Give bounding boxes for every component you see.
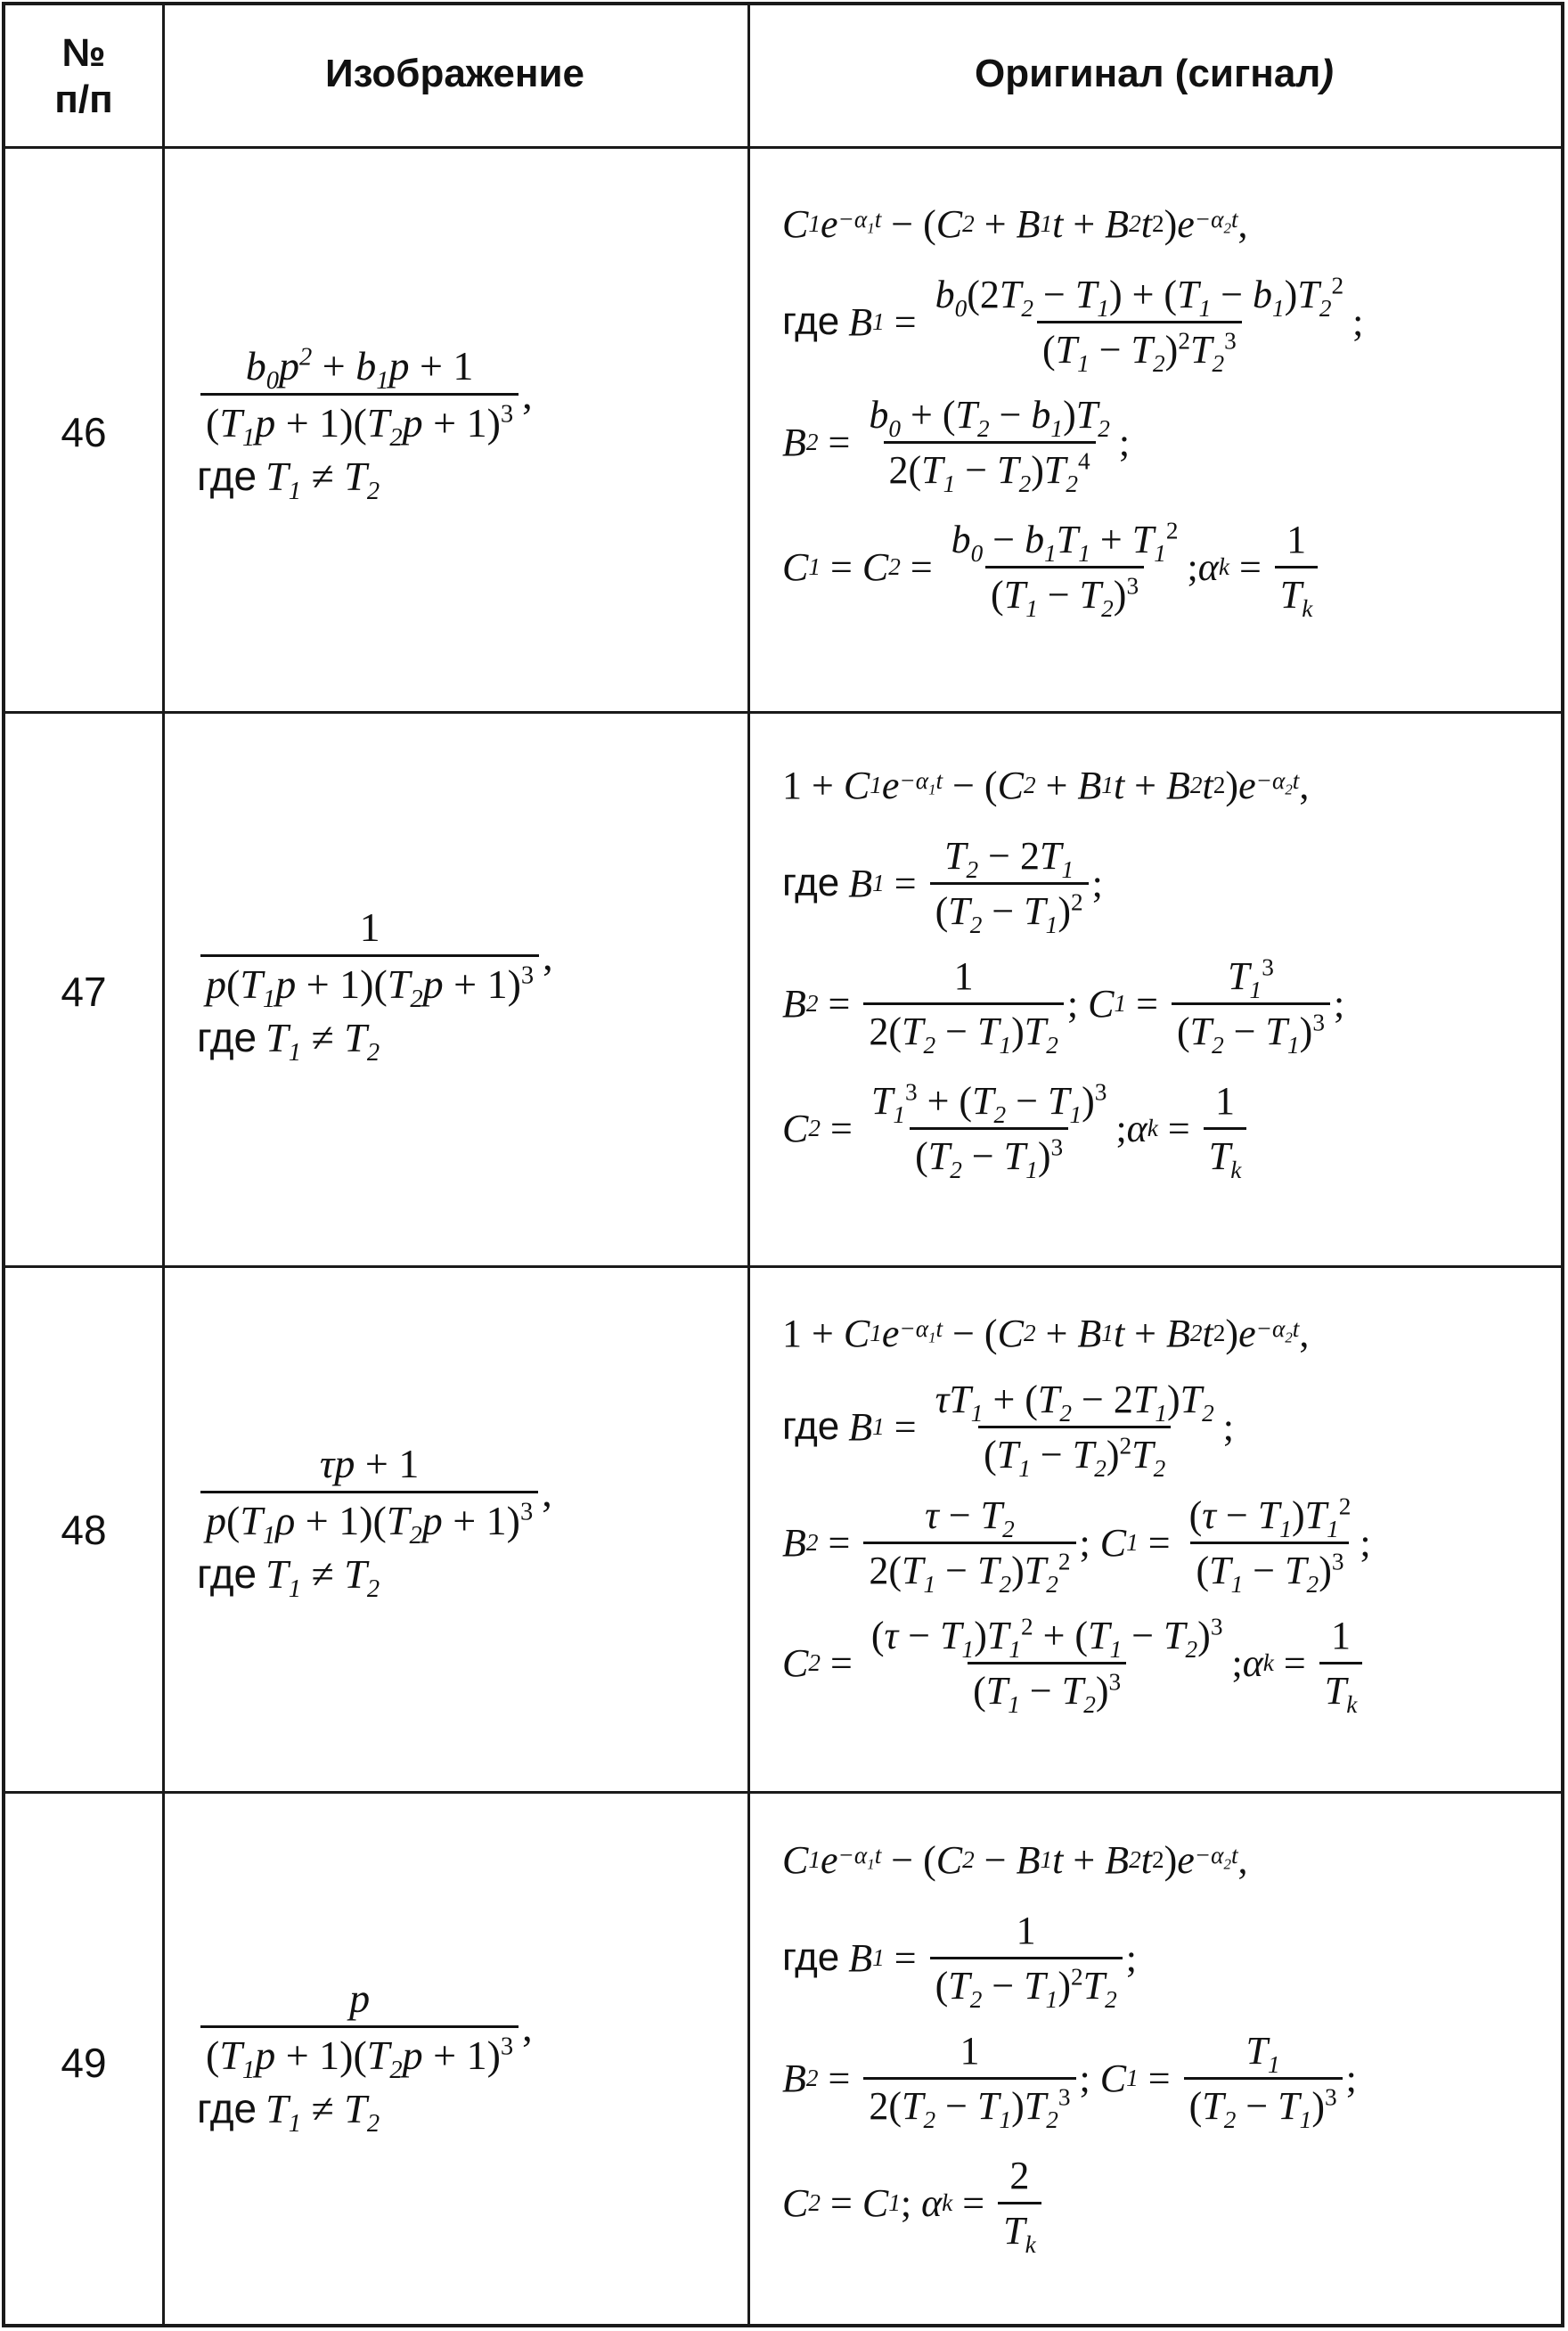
column-divider-2 [747, 5, 750, 2324]
row-divider-47 [5, 1265, 1561, 1268]
row-48-original: 1 + C 1 e $-\alpha_1t$ − ( C 2 + B 1 t + B 2 t 2 ) e $-\alpha_2t$ , где B 1 = $\frac{\tau T_1 + (T_2 - 2T_1)T_2}{(T_1 - T_2)^2T_2}$ ; B 2 = $\frac{\tau - T_2}{2(T_1 - T_2)T_2^2}$ ; C 1 = $\frac{(\tau - T_1)T_1^2}{(T_1 - T_2)^3}$ ; C 2 = $\frac{(\tau - T_1)T_1^2 + (T_1 - T_2)^3}{(T_1 - T_2)^3}$ ; α k = $\frac{1}{T_k}$ [782, 1311, 1371, 1718]
row-47-number: 47 [61, 969, 107, 1015]
row-47-original: 1 + C 1 e $-\alpha_1t$ − ( C 2 + B 1 t + B 2 t 2 ) e $-\alpha_2t$ , где B 1 = $\frac{T_2 - 2T_1}{(T_2 - T_1)^2}$ ; B 2 = $\frac{1}{2(T_2 - T_1)T_2}$ ; C 1 = $\frac{T_1^3}{(T_2 - T_1)^3}$ ; C 2 = $\frac{T_1^3 + (T_2 - T_1)^3}{(T_2 - T_1)^3}$ ; α k = $\frac{1}{T_k}$ [782, 763, 1345, 1183]
row-47-image: $\frac{1}{p(T_1p + 1)(T_2p + 1)^3}$ , где $T_1 \ne T_2$ [197, 904, 553, 1067]
laplace-table [2, 2, 1564, 2327]
row-46-number: 46 [61, 409, 107, 455]
row-48-image: $\frac{\tau p + 1}{p(T_1\rho + 1)(T_2p + 1)^3}$ , где $T_1 \ne T_2$ [197, 1441, 552, 1603]
row-divider-header [5, 146, 1561, 149]
row-divider-46 [5, 711, 1561, 714]
row-46-original: C 1 e $-\alpha_1t$ − ( C 2 + B 1 t + B 2 t 2 ) e $-\alpha_2t$ , где B 1 = $\frac{b_0(2T_2 - T_1) + (T_1 - b_1)T_2^2}{(T_1 - T_2)^2T_2^3}$ ; B 2 = $\frac{b_0 + (T_2 - b_1)T_2}{2(T_1 - T_2)T_2^4}$ ; C 1 = C 2 = $\frac{b_0 - b_1T_1 + T_1^2}{(T_1 - T_2)^3}$ ; α k = $\frac{1}{T_k}$ [782, 201, 1364, 622]
header-image: Изображение [325, 52, 584, 95]
header-num: № п/п [54, 31, 113, 121]
header-original: Оригинал (сигнал) [975, 52, 1334, 95]
column-divider-1 [162, 5, 165, 2324]
row-48-number: 48 [61, 1507, 107, 1553]
row-49-image: $\frac{p}{(T_1p + 1)(T_2p + 1)^3}$ , где $T_1 \ne T_2$ [197, 1975, 533, 2138]
row-49-number: 49 [61, 2040, 107, 2086]
row-49-original: C 1 e $-\alpha_1t$ − ( C 2 − B 1 t + B 2 t 2 ) e $-\alpha_2t$ , где B 1 = $\frac{1}{(T_2 - T_1)^2T_2}$ ; B 2 = $\frac{1}{2(T_2 - T_1)T_2^3}$ ; C 1 = $\frac{T_1}{(T_2 - T_1)^3}$ ; C 2 = C 1 ; α k = $\frac{2}{T_k}$ [782, 1837, 1357, 2258]
row-46-image: $\frac{b_0p^2 + b_1p + 1}{(T_1p + 1)(T_2p + 1)^3}$ , где $T_1 \ne T_2$ [197, 343, 533, 505]
row-divider-48 [5, 1791, 1561, 1794]
